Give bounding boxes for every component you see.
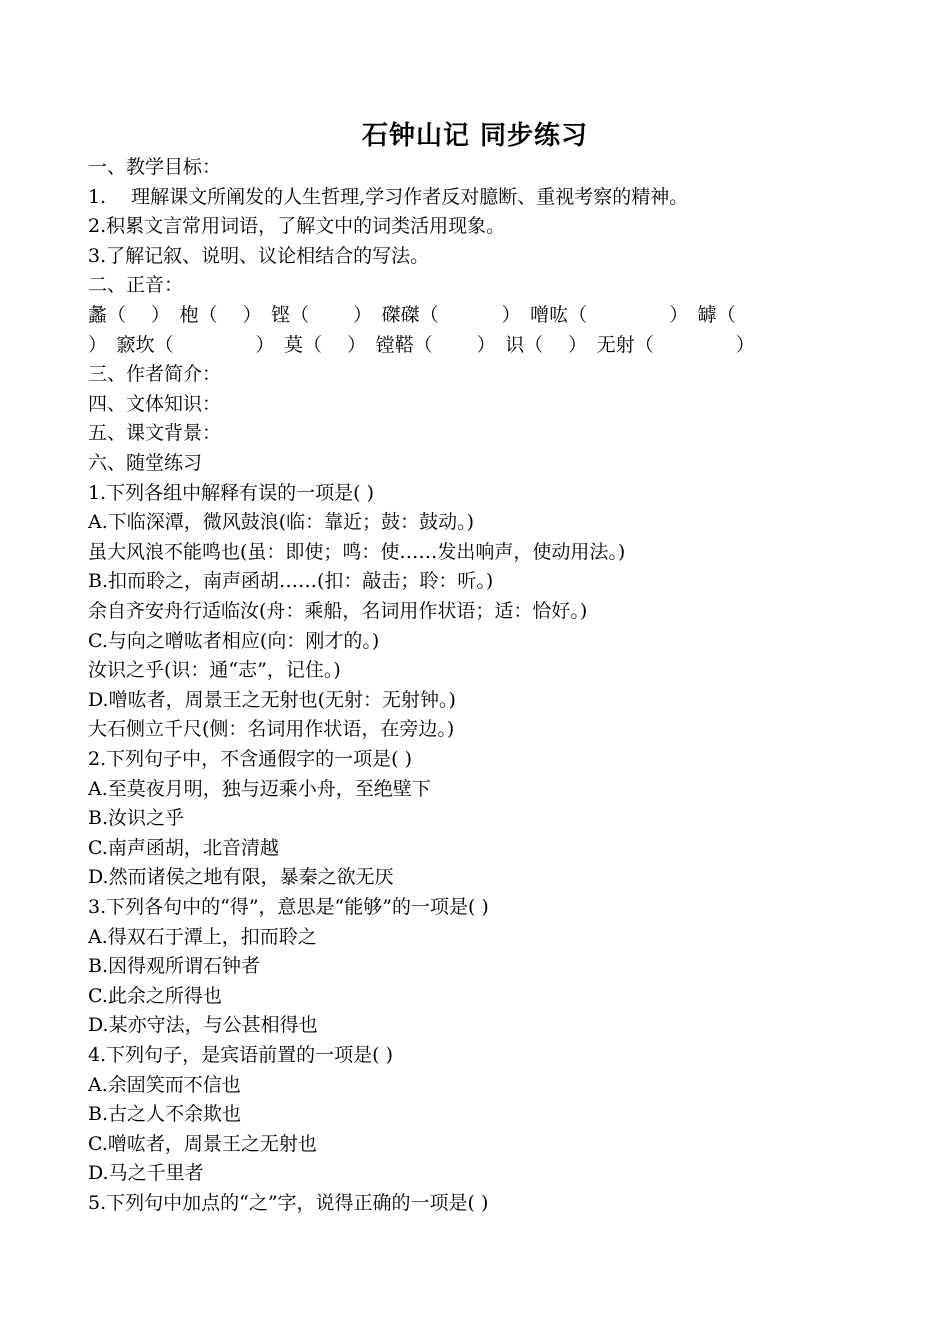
- text-line: D.某亦守法，与公甚相得也: [88, 1014, 318, 1036]
- text-line: A.下临深潭，微风鼓浪(临：靠近；鼓：鼓动。): [88, 511, 475, 533]
- text-line: 2.下列句子中，不含通假字的一项是( ): [88, 748, 412, 770]
- text-line: 虽大风浪不能鸣也(虽：即使；鸣：使……发出响声，使动用法。): [88, 541, 626, 563]
- text-line: D.马之千里者: [88, 1162, 204, 1184]
- text-line: 蠡（ ） 枹（ ） 铿（ ） 磔磔（ ） 噌吰（ ） 罅（: [88, 304, 736, 326]
- text-line: 1. 理解课文所阐发的人生哲理,学习作者反对臆断、重视考察的精神。: [88, 186, 689, 208]
- text-line: 六、随堂练习: [88, 452, 203, 474]
- text-line: 汝识之乎(识：通“志”，记住。): [88, 659, 341, 681]
- text-line: ） 窾坎（ ） 莫（ ） 镗鞳（ ） 识（ ） 无射（ ）: [88, 334, 755, 356]
- text-line: 3.了解记叙、说明、议论相结合的写法。: [88, 245, 430, 267]
- text-line: C.与向之噌吰者相应(向：刚才的。): [88, 630, 380, 652]
- text-line: C.噌吰者，周景王之无射也: [88, 1133, 317, 1155]
- text-line: A.余固笑而不信也: [88, 1074, 241, 1096]
- text-line: 3.下列各句中的“得”，意思是“能够”的一项是( ): [88, 896, 489, 918]
- text-line: A.至莫夜月明，独与迈乘小舟，至绝壁下: [88, 778, 431, 800]
- text-line: 5.下列句中加点的“之”字，说得正确的一项是( ): [88, 1192, 489, 1214]
- text-line: D.噌吰者，周景王之无射也(无射：无射钟。): [88, 689, 456, 711]
- text-line: 4.下列句子，是宾语前置的一项是( ): [88, 1044, 393, 1066]
- text-line: C.此余之所得也: [88, 985, 222, 1007]
- text-line: 三、作者简介：: [88, 363, 222, 385]
- text-line: 余自齐安舟行适临汝(舟：乘船，名词用作状语；适：恰好。): [88, 600, 588, 622]
- text-line: C.南声函胡，北音清越: [88, 837, 279, 859]
- text-line: 四、文体知识：: [88, 393, 222, 415]
- text-line: B.扣而聆之，南声函胡……(扣：敲击；聆：听。): [88, 570, 494, 592]
- text-line: 二、正音：: [88, 274, 184, 296]
- text-line: D.然而诸侯之地有限，暴秦之欲无厌: [88, 866, 394, 888]
- text-line: A.得双石于潭上，扣而聆之: [88, 926, 317, 948]
- text-line: 一、教学目标：: [88, 156, 222, 178]
- document-title: 石钟山记 同步练习: [361, 121, 589, 151]
- text-line: B.汝识之乎: [88, 807, 185, 829]
- text-line: 1.下列各组中解释有误的一项是( ): [88, 482, 374, 504]
- text-line: 大石侧立千尺(侧：名词用作状语，在旁边。): [88, 718, 455, 740]
- text-line: B.因得观所谓石钟者: [88, 955, 261, 977]
- text-line: 2.积累文言常用词语，了解文中的词类活用现象。: [88, 215, 506, 237]
- text-line: 五、课文背景：: [88, 422, 222, 444]
- text-line: B.古之人不余欺也: [88, 1103, 242, 1125]
